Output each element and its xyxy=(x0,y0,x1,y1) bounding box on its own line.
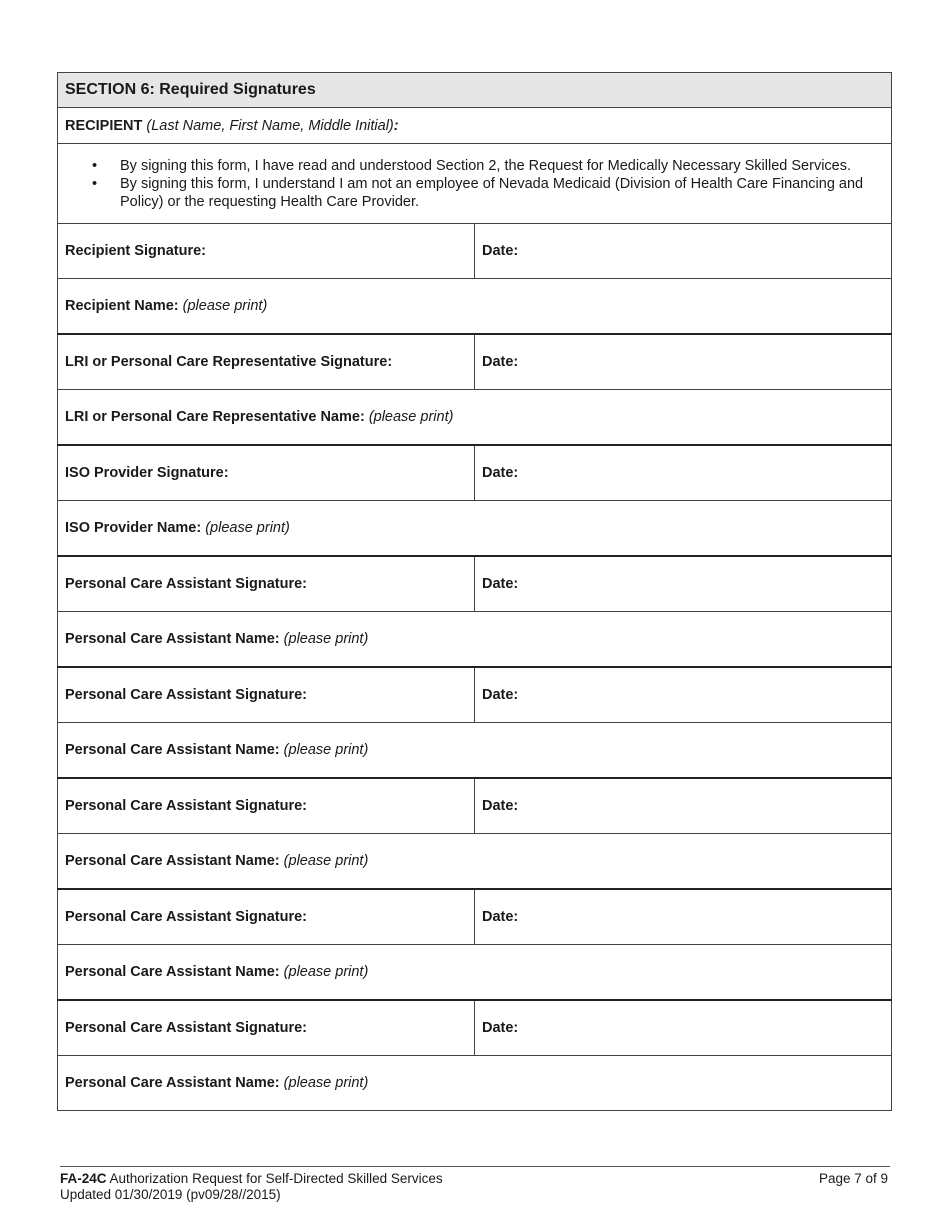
statement-list xyxy=(65,157,884,211)
pca-signature-row xyxy=(58,889,892,945)
recipient-field[interactable] xyxy=(58,108,892,144)
pca-signature-field[interactable] xyxy=(58,778,475,834)
iso-name-field[interactable] xyxy=(58,501,892,557)
date-label: Date: xyxy=(482,798,519,814)
pca-signature-row xyxy=(58,556,892,612)
recipient-name-label: Recipient Name: xyxy=(65,298,179,314)
recipient-date-field[interactable] xyxy=(475,224,892,279)
pca-date-field[interactable] xyxy=(475,667,892,723)
print-hint: (please print) xyxy=(283,631,369,647)
pca-name-field[interactable] xyxy=(58,723,892,779)
print-hint: (please print) xyxy=(182,298,268,314)
page-number: Page 7 of 9 xyxy=(818,1171,888,1186)
date-label: Date: xyxy=(482,687,519,703)
pca-name-field[interactable] xyxy=(58,945,892,1001)
statement-item: • By signing this form, I have read and understood Section 2, the Request for Medically Necessary Skilled Services. xyxy=(120,157,884,175)
pca-name-label: Personal Care Assistant Name: xyxy=(65,742,280,758)
lri-signature-label: LRI or Personal Care Representative Signature: xyxy=(65,354,393,370)
footer-updated: Updated 01/30/2019 (pv09/28//2015) xyxy=(60,1187,281,1202)
date-label: Date: xyxy=(482,354,519,370)
pca-name-label: Personal Care Assistant Name: xyxy=(65,1075,280,1091)
lri-date-field[interactable] xyxy=(475,334,892,390)
form-title: Authorization Request for Self-Directed Skilled Services xyxy=(106,1171,443,1186)
recipient-signature-row xyxy=(58,224,892,279)
pca-name-field[interactable] xyxy=(58,834,892,890)
pca-date-field[interactable] xyxy=(475,1000,892,1056)
pca-date-field[interactable] xyxy=(475,778,892,834)
statements-row xyxy=(58,144,892,224)
iso-signature-label: ISO Provider Signature: xyxy=(65,465,229,481)
recipient-signature-field[interactable] xyxy=(58,224,475,279)
pca-name-label: Personal Care Assistant Name: xyxy=(65,853,280,869)
recipient-label: RECIPIENT xyxy=(65,117,143,134)
print-hint: (please print) xyxy=(205,520,290,536)
pca-name-row xyxy=(58,723,892,779)
recipient-signature-label: Recipient Signature: xyxy=(65,243,206,259)
pca-signature-row xyxy=(58,667,892,723)
form-id: FA-24C xyxy=(60,1171,107,1186)
iso-date-field[interactable] xyxy=(475,445,892,501)
recipient-name-row xyxy=(58,279,892,335)
statements-cell xyxy=(58,144,892,224)
print-hint: (please print) xyxy=(283,742,369,758)
print-hint: (please print) xyxy=(283,1075,369,1091)
section-header-row xyxy=(58,73,892,108)
page-footer xyxy=(60,1166,890,1203)
iso-name-label: ISO Provider Name: xyxy=(65,520,202,536)
pca-name-row xyxy=(58,834,892,890)
pca-signature-label: Personal Care Assistant Signature: xyxy=(65,909,308,925)
recipient-name-field[interactable] xyxy=(58,279,892,335)
pca-name-row xyxy=(58,945,892,1001)
pca-name-field[interactable] xyxy=(58,612,892,668)
pca-name-row xyxy=(58,612,892,668)
lri-name-field[interactable] xyxy=(58,390,892,446)
date-label: Date: xyxy=(482,243,519,259)
pca-signature-label: Personal Care Assistant Signature: xyxy=(65,576,308,592)
footer-form-line xyxy=(60,1171,890,1187)
date-label: Date: xyxy=(482,576,519,592)
pca-signature-label: Personal Care Assistant Signature: xyxy=(65,1020,308,1036)
lri-signature-row xyxy=(58,334,892,390)
print-hint: (please print) xyxy=(283,853,369,869)
pca-date-field[interactable] xyxy=(475,556,892,612)
pca-name-row xyxy=(58,1056,892,1111)
iso-name-row xyxy=(58,501,892,557)
pca-name-label: Personal Care Assistant Name: xyxy=(65,631,280,647)
lri-name-label: LRI or Personal Care Representative Name: xyxy=(65,409,365,425)
date-label: Date: xyxy=(482,909,519,925)
lri-name-row xyxy=(58,390,892,446)
pca-signature-label: Personal Care Assistant Signature: xyxy=(65,687,308,703)
date-label: Date: xyxy=(482,465,519,481)
print-hint: (please print) xyxy=(283,964,369,980)
pca-date-field[interactable] xyxy=(475,889,892,945)
pca-signature-field[interactable] xyxy=(58,889,475,945)
iso-signature-row xyxy=(58,445,892,501)
pca-signature-field[interactable] xyxy=(58,667,475,723)
iso-signature-field[interactable] xyxy=(58,445,475,501)
pca-signature-label: Personal Care Assistant Signature: xyxy=(65,798,308,814)
pca-name-field[interactable] xyxy=(58,1056,892,1111)
pca-signature-field[interactable] xyxy=(58,556,475,612)
recipient-colon: : xyxy=(393,117,399,134)
signatures-form-table xyxy=(57,72,892,1111)
pca-signature-field[interactable] xyxy=(58,1000,475,1056)
date-label: Date: xyxy=(482,1020,519,1036)
recipient-hint: (Last Name, First Name, Middle Initial) xyxy=(146,117,394,134)
lri-signature-field[interactable] xyxy=(58,334,475,390)
print-hint: (please print) xyxy=(368,409,454,425)
pca-name-label: Personal Care Assistant Name: xyxy=(65,964,280,980)
statement-item: • By signing this form, I understand I am not an employee of Nevada Medicaid (Division of Health Care Financing and Policy) or the requesting Health Care Provider. xyxy=(120,175,884,211)
recipient-row xyxy=(58,108,892,144)
section-title: SECTION 6: Required Signatures xyxy=(58,73,892,108)
pca-signature-row xyxy=(58,1000,892,1056)
pca-signature-row xyxy=(58,778,892,834)
